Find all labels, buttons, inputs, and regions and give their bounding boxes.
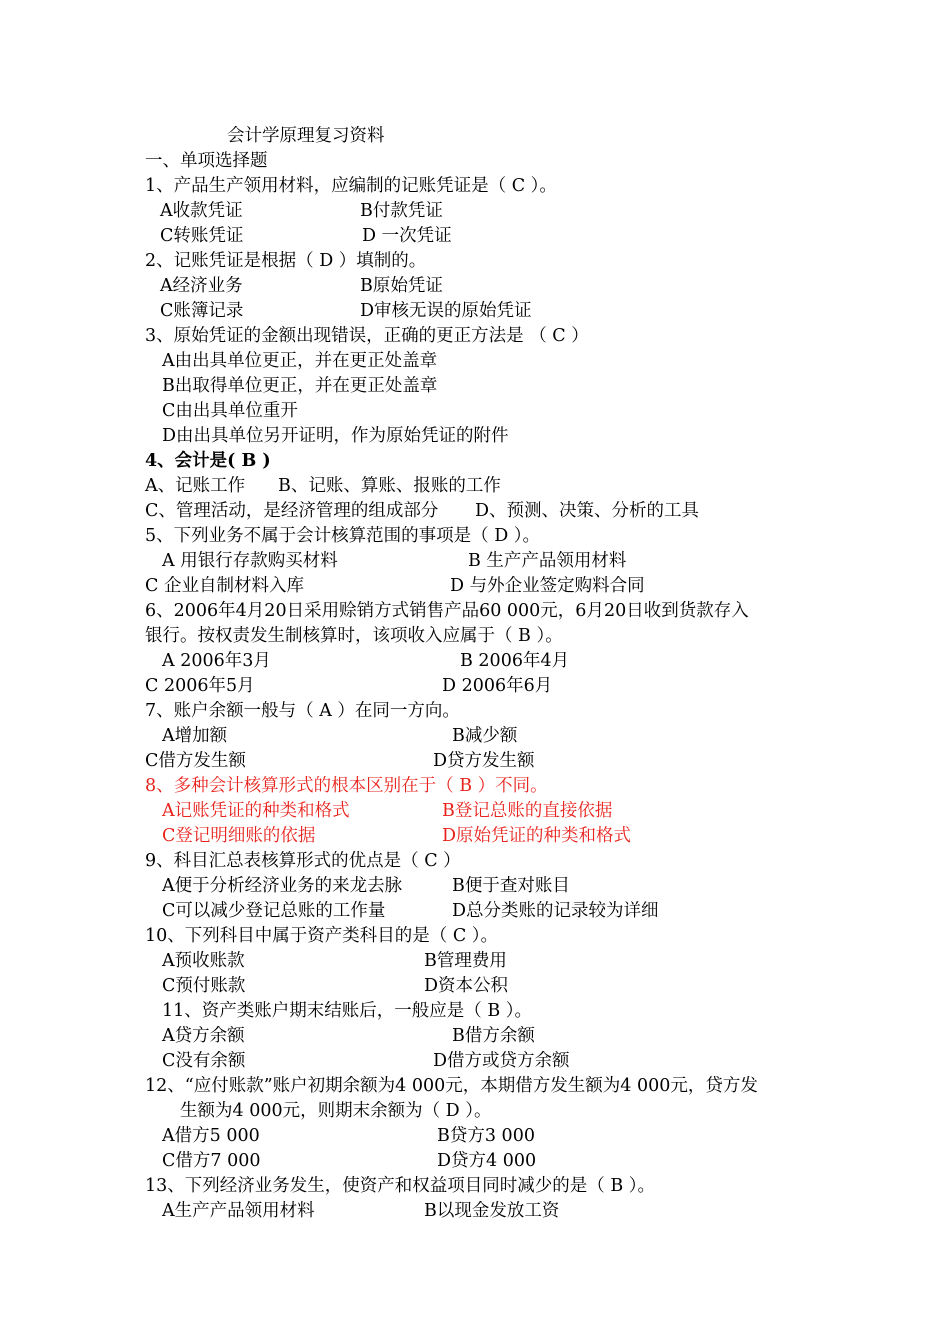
question-line: 8、多种会计核算形式的根本区别在于（ B ）不同。 [145, 776, 548, 796]
option-item: C没有余额 [162, 1051, 246, 1071]
question-line: 1、产品生产领用材料，应编制的记账凭证是（ C ）。 [145, 176, 557, 196]
question-line: 10、下列科目中属于资产类科目的是（ C ）。 [145, 926, 499, 946]
option-item: A增加额 [162, 726, 228, 746]
option-item: C可以减少登记总账的工作量 [162, 901, 386, 921]
option-item: C、管理活动，是经济管理的组成部分 [145, 501, 439, 521]
option-item: B以现金发放工资 [424, 1201, 560, 1221]
option-item: C借方发生额 [145, 751, 246, 771]
option-item: D借方或贷方余额 [433, 1051, 570, 1071]
option-item: D审核无误的原始凭证 [360, 301, 532, 321]
option-item: B付款凭证 [360, 201, 443, 221]
option-item: C账簿记录 [160, 301, 244, 321]
option-item: C转账凭证 [160, 226, 244, 246]
option-item: B借方余额 [452, 1026, 535, 1046]
option-item: D总分类账的记录较为详细 [452, 901, 659, 921]
option-item: D贷方发生额 [433, 751, 535, 771]
option-item: D、预测、决策、分析的工具 [475, 501, 700, 521]
option-item: D 2006年6月 [442, 676, 553, 696]
page-title: 会计学原理复习资料 [227, 126, 385, 146]
option-item: B减少额 [452, 726, 518, 746]
option-item: A收款凭证 [160, 201, 243, 221]
section-heading: 一、单项选择题 [145, 151, 268, 171]
option-item: B 生产产品领用材料 [468, 551, 627, 571]
option-item: C预付账款 [162, 976, 246, 996]
option-item: C 2006年5月 [145, 676, 255, 696]
option-item: D 与外企业签定购料合同 [450, 576, 645, 596]
question-line: 11、资产类账户期末结账后，一般应是（ B ）。 [162, 1001, 533, 1021]
option-item: C借方7 000 [162, 1151, 261, 1171]
option-item: A记账凭证的种类和格式 [162, 801, 350, 821]
question-line: 7、账户余额一般与（ A ）在同一方向。 [145, 701, 460, 721]
option-item: A预收账款 [162, 951, 245, 971]
question-line: 9、科目汇总表核算形式的优点是（ C ） [145, 851, 461, 871]
option-item: B原始凭证 [360, 276, 443, 296]
option-item: A借方5 000 [162, 1126, 260, 1146]
question-line: 4、会计是( B ) [145, 451, 271, 471]
option-item: C由出具单位重开 [162, 401, 298, 421]
option-item: A、记账工作 [145, 476, 246, 496]
option-item: D由出具单位另开证明，作为原始凭证的附件 [162, 426, 509, 446]
option-item: C 企业自制材料入库 [145, 576, 304, 596]
question-line: 5、下列业务不属于会计核算范围的事项是（ D ）。 [145, 526, 541, 546]
option-item: A由出具单位更正，并在更正处盖章 [162, 351, 438, 371]
option-item: A便于分析经济业务的来龙去脉 [162, 876, 403, 896]
option-item: C登记明细账的依据 [162, 826, 316, 846]
option-item: D 一次凭证 [362, 226, 452, 246]
option-item: A贷方余额 [162, 1026, 245, 1046]
option-item: D贷方4 000 [437, 1151, 537, 1171]
question-line: 2、记账凭证是根据（ D ）填制的。 [145, 251, 427, 271]
option-item: D原始凭证的种类和格式 [442, 826, 632, 846]
option-item: A 用银行存款购买材料 [162, 551, 338, 571]
option-item: B管理费用 [424, 951, 507, 971]
question-line: 生额为4 000元，则期末余额为（ D ）。 [180, 1101, 492, 1121]
option-item: A生产产品领用材料 [162, 1201, 315, 1221]
option-item: B出取得单位更正，并在更正处盖章 [162, 376, 438, 396]
question-line: 银行。按权责发生制核算时，该项收入应属于（ B ）。 [145, 626, 563, 646]
option-item: B贷方3 000 [437, 1126, 535, 1146]
question-line: 3、原始凭证的金额出现错误，正确的更正方法是 （ C ） [145, 326, 589, 346]
question-line: 13、下列经济业务发生，使资产和权益项目同时减少的是（ B ）。 [145, 1176, 656, 1196]
option-item: B登记总账的直接依据 [442, 801, 613, 821]
question-line: 6、2006年4月20日采用赊销方式销售产品60 000元，6月20日收到货款存入 [145, 601, 749, 621]
option-item: D资本公积 [424, 976, 509, 996]
option-item: B、记账、算账、报账的工作 [278, 476, 501, 496]
option-item: A经济业务 [160, 276, 243, 296]
option-item: B 2006年4月 [460, 651, 570, 671]
option-item: B便于查对账目 [452, 876, 570, 896]
question-line: 12、“应付账款”账户初期余额为4 000元，本期借方发生额为4 000元，贷方发 [145, 1076, 758, 1096]
option-item: A 2006年3月 [162, 651, 271, 671]
